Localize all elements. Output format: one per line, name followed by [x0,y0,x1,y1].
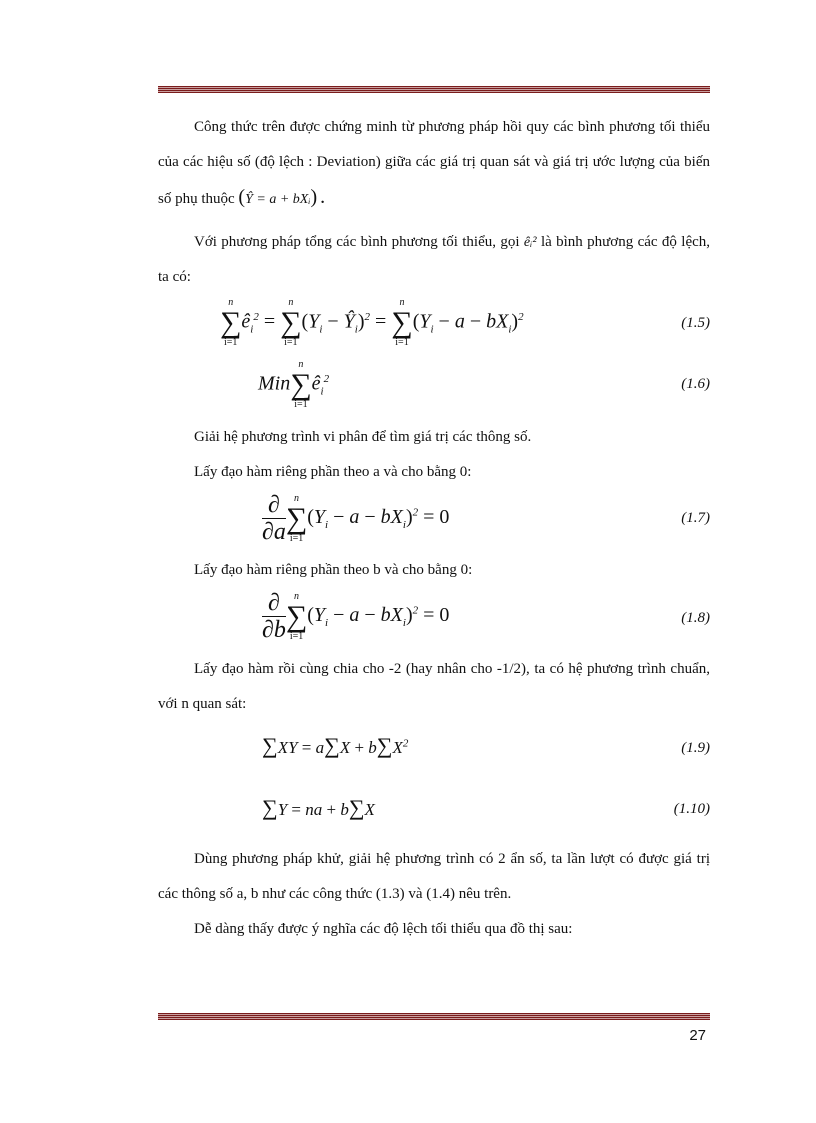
paragraph-7: Dùng phương pháp khử, giải hệ phương trình có 2 ẩn số, ta lần lượt có được giá trị các thông số a, b như các công thức (1.3) và (1.4) nêu trên. [158,851,710,902]
paragraph-2-text-a: Với phương pháp tổng các bình phương tối thiểu, gọi [194,234,520,250]
paragraph-4: Lấy đạo hàm riêng phần theo a và cho bằng 0: [194,464,472,480]
equation-1-6: Min n ∑ i=1 $ê_i^2$ [258,359,330,410]
partial-derivative-a: $\frac{\partial}{\partial a}$ [262,492,286,545]
paragraph-3: Giải hệ phương trình vi phân để tìm giá trị các thông số. [194,429,532,445]
paragraph-6: Lấy đạo hàm rồi cùng chia cho -2 (hay nhân cho -1/2), ta có hệ phương trình chuẩn, với n quan sát: [158,661,710,712]
equation-1-10: ∑Y = na + b∑X [262,795,375,820]
paragraph-5: Lấy đạo hàm riêng phần theo b và cho bằng 0: [194,562,473,578]
equation-1-8: $\frac{\partial}{\partial b}$ n ∑ i=1 $(Y_i - a - bX_i)^2 = 0$ [262,590,450,643]
paragraph-2 [158,225,710,295]
equation-number-1-9: (1.9) [681,740,710,756]
equation-number-1-7: (1.7) [681,510,710,526]
paragraph-8: Dễ dàng thấy được ý nghĩa các độ lệch tối thiểu qua đồ thị sau: [194,921,573,937]
footer-rule [158,1013,710,1020]
paragraph-1 [158,110,710,217]
equation-1-5: n ∑ i=1 $ê_i^2$ = n ∑ i=1 ($Y_i$ − $Ŷ_i)^2$ = n ∑ i=1 $(Y_i - a - bX_i)^2$ [220,297,524,348]
inline-residual-symbol: êᵢ² [523,235,537,250]
equation-1-7: $\frac{\partial}{\partial a}$ n ∑ i=1 $(Y_i - a - bX_i)^2 = 0$ [262,492,450,545]
inline-regression-text: Ŷ = a + bXᵢ [245,192,311,207]
equation-number-1-10: (1.10) [673,801,710,817]
header-rule [158,86,710,93]
inline-regression-equation: (Ŷ = a + bXᵢ) [238,186,318,208]
partial-derivative-b: $\frac{\partial}{\partial b}$ [262,590,286,643]
page-number: 27 [689,1027,706,1044]
sigma-symbol: n ∑ i=1 [285,590,308,642]
sigma-symbol: n ∑ i=1 [285,492,308,544]
equation-number-1-8: (1.8) [681,610,710,626]
equation-1-9: $\sum XY = a\sum X + b\sum X^2$ [262,733,409,758]
paragraph-2-text-b: là bình phương các độ lệch, ta có: [158,234,711,285]
sigma-symbol: n ∑ i=1 [220,297,242,348]
equation-number-1-6: (1.6) [681,376,710,392]
equation-number-1-5: (1.5) [681,315,710,331]
sigma-symbol: n ∑ i=1 [391,297,413,348]
paragraph-1-period: . [320,191,325,207]
sigma-symbol: n ∑ i=1 [280,297,302,348]
paragraph-1-text: Công thức trên được chứng minh từ phương pháp hồi quy các bình phương tối thiểu của các hiệu số (độ lệch : Deviation) giữa các giá trị quan sát và giá trị ước lượng của biến số phụ thuộc [158,119,710,207]
sigma-symbol: n ∑ i=1 [290,359,312,410]
